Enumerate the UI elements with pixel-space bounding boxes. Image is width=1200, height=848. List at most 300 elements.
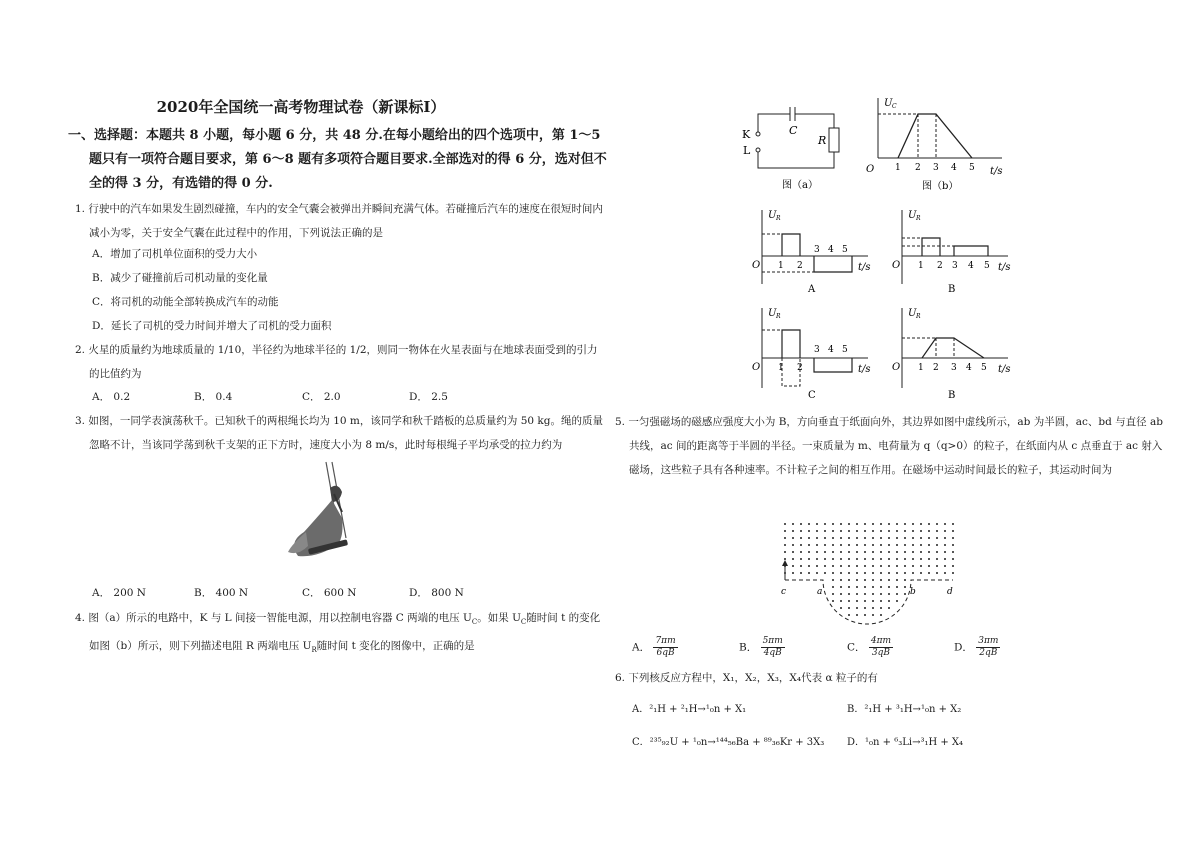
tick-3: 3	[952, 261, 958, 271]
field-dot	[920, 572, 922, 574]
field-dot	[864, 579, 866, 581]
q5-option-d	[954, 636, 1000, 659]
field-dot	[872, 607, 874, 609]
field-dot	[848, 523, 850, 525]
tick-3: 3	[814, 345, 820, 355]
point-c-label: c	[781, 587, 787, 597]
tick-2: 2	[797, 261, 803, 271]
field-dot	[920, 558, 922, 560]
tick-5: 5	[842, 345, 848, 355]
field-dot	[888, 523, 890, 525]
field-dot	[888, 551, 890, 553]
page-title: 2020年全国统一高考物理试卷（新课标Ⅰ）	[156, 98, 446, 116]
field-dot	[856, 551, 858, 553]
question-number: 6.	[615, 672, 626, 684]
field-dot	[912, 530, 914, 532]
field-dot	[888, 558, 890, 560]
field-dot	[872, 614, 874, 616]
field-dot	[800, 523, 802, 525]
field-dot	[824, 523, 826, 525]
question-text: 。如果 U	[477, 612, 521, 624]
field-dot	[944, 537, 946, 539]
field-dot	[952, 523, 954, 525]
numerator: 7πm	[655, 636, 676, 646]
denominator: 4qB	[763, 648, 782, 658]
field-dot	[864, 530, 866, 532]
field-dot	[840, 565, 842, 567]
field-dot	[912, 537, 914, 539]
ur-axis-label: U	[908, 210, 917, 221]
field-dot	[896, 530, 898, 532]
field-dot	[864, 565, 866, 567]
field-dot	[840, 530, 842, 532]
field-dot	[792, 544, 794, 546]
question-number: 3.	[75, 415, 86, 427]
question-text: 图（a）所示的电路中，K 与 L 间接一智能电源，用以控制电容器 C 两端的电压 U	[88, 612, 472, 624]
field-dot	[864, 544, 866, 546]
tick-2: 2	[915, 163, 921, 173]
q5-option-c	[847, 636, 893, 659]
field-dot	[936, 523, 938, 525]
field-dot	[856, 572, 858, 574]
field-dot	[856, 530, 858, 532]
field-dot	[936, 551, 938, 553]
field-dot	[888, 544, 890, 546]
magnetic-field-diagram	[775, 518, 960, 626]
option-letter: D．	[954, 641, 973, 654]
tick-2: 2	[797, 363, 803, 373]
field-dot	[920, 565, 922, 567]
field-dot	[848, 565, 850, 567]
field-dot	[784, 537, 786, 539]
tick-5: 5	[969, 163, 975, 173]
graph-option-b	[888, 204, 1018, 294]
field-dot	[848, 558, 850, 560]
q1-option-a: A．增加了司机单位面积的受力大小	[92, 248, 258, 260]
field-dot	[792, 523, 794, 525]
field-dot	[856, 586, 858, 588]
subscript: R	[311, 646, 317, 655]
field-dot	[944, 572, 946, 574]
field-dot	[848, 530, 850, 532]
field-dot	[864, 537, 866, 539]
field-dot	[880, 565, 882, 567]
field-dot	[912, 551, 914, 553]
field-dot	[856, 558, 858, 560]
field-dot	[888, 537, 890, 539]
field-dot	[888, 565, 890, 567]
tick-3: 3	[951, 363, 957, 373]
field-dot	[784, 551, 786, 553]
question-number: 4.	[75, 612, 86, 624]
tick-3: 3	[933, 163, 939, 173]
field-dot	[952, 544, 954, 546]
tick-1: 1	[778, 261, 784, 271]
field-dot	[880, 523, 882, 525]
field-dot	[808, 544, 810, 546]
option-letter: A．	[632, 641, 651, 654]
tick-1: 1	[918, 261, 924, 271]
field-dot	[912, 558, 914, 560]
field-dot	[808, 530, 810, 532]
field-dot	[896, 558, 898, 560]
tick-3: 3	[814, 245, 820, 255]
field-dot	[904, 572, 906, 574]
q3-option-a: A． 200 N	[92, 587, 146, 599]
question-text: 如图，一同学表演荡秋千。已知秋千的两根绳长均为 10 m，该同学和秋千踏板的总质量约为 50 kg。绳的质量忽略不计，当该同学荡到秋千支架的正下方时，速度大小为 8 m/s，此时每根绳子平均承受的拉力约为	[88, 415, 603, 451]
point-a-label: a	[817, 587, 823, 597]
field-dot	[944, 523, 946, 525]
q1-option-b: B．减少了碰撞前后司机动量的变化量	[92, 272, 268, 284]
field-dot	[872, 586, 874, 588]
time-axis-label: t/s	[990, 166, 1003, 177]
l-terminal-label: L	[743, 144, 751, 157]
question-6	[615, 666, 1170, 690]
field-dot	[856, 544, 858, 546]
field-dot	[896, 551, 898, 553]
field-dot	[832, 572, 834, 574]
field-dot	[816, 523, 818, 525]
denominator: 2qB	[979, 648, 998, 658]
field-dot	[848, 544, 850, 546]
field-dot	[904, 537, 906, 539]
field-dot	[904, 551, 906, 553]
graph-letter-b: B	[948, 284, 956, 294]
field-dot	[952, 572, 954, 574]
origin-label: O	[752, 260, 761, 271]
field-dot	[864, 558, 866, 560]
graph-letter-a: A	[808, 284, 816, 294]
field-dot	[832, 565, 834, 567]
field-dot	[920, 523, 922, 525]
field-dot	[888, 572, 890, 574]
field-dot	[928, 530, 930, 532]
field-dot	[840, 558, 842, 560]
field-dot	[808, 572, 810, 574]
field-dot	[880, 614, 882, 616]
field-dot	[936, 537, 938, 539]
field-dot	[808, 558, 810, 560]
field-dot	[840, 600, 842, 602]
field-dot	[888, 593, 890, 595]
field-dot	[928, 565, 930, 567]
question-text: 火星的质量约为地球质量的 1/10，半径约为地球半径的 1/2，则同一物体在火星表面与在地球表面受到的引力的比值约为	[88, 344, 598, 380]
q1-option-c: C．将司机的动能全部转换成汽车的动能	[92, 296, 279, 308]
field-dot	[800, 530, 802, 532]
field-dot	[856, 614, 858, 616]
field-dot	[880, 558, 882, 560]
field-dot	[848, 537, 850, 539]
field-dot	[896, 544, 898, 546]
ur-axis-label: U	[768, 210, 777, 221]
time-axis-label: t/s	[858, 364, 871, 375]
field-dot	[856, 579, 858, 581]
field-dot	[920, 530, 922, 532]
origin-label: O	[866, 164, 875, 175]
subscript: C	[471, 618, 478, 627]
field-dot	[848, 607, 850, 609]
field-dot	[928, 572, 930, 574]
ur-axis-label: U	[908, 308, 917, 319]
field-dot	[792, 551, 794, 553]
field-dot	[824, 558, 826, 560]
origin-label: O	[892, 260, 901, 271]
field-dot	[816, 565, 818, 567]
time-axis-label: t/s	[998, 364, 1011, 375]
field-dot	[800, 537, 802, 539]
q2-option-c: C． 2.0	[302, 391, 341, 403]
question-text: 行驶中的汽车如果发生剧烈碰撞，车内的安全气囊会被弹出并瞬间充满气体。若碰撞后汽车的速度在很短时间内减小为零，关于安全气囊在此过程中的作用，下列说法正确的是	[88, 203, 603, 239]
field-dot	[800, 572, 802, 574]
field-dot	[928, 544, 930, 546]
field-dot	[928, 523, 930, 525]
field-dot	[840, 607, 842, 609]
tick-1: 1	[918, 363, 924, 373]
q6-option-b: B．²₁H + ³₁H→¹₀n + X₂	[847, 704, 962, 715]
field-dot	[824, 565, 826, 567]
field-dot	[936, 572, 938, 574]
field-dot	[944, 530, 946, 532]
field-dot	[816, 530, 818, 532]
field-dot	[872, 523, 874, 525]
fraction	[653, 636, 677, 659]
q3-option-b: B． 400 N	[194, 587, 249, 599]
question-text: 随时间 t 变化的图像中，正确的是	[316, 640, 475, 653]
q6-option-d: D．¹₀n + ⁶₃Li→³₁H + X₄	[847, 737, 964, 748]
field-dot	[896, 537, 898, 539]
field-dot	[880, 551, 882, 553]
field-dot	[936, 544, 938, 546]
field-dot	[808, 537, 810, 539]
field-dot	[880, 593, 882, 595]
field-dot	[896, 572, 898, 574]
tick-5: 5	[842, 245, 848, 255]
field-dot	[816, 544, 818, 546]
field-dot	[888, 607, 890, 609]
ur-axis-sub: R	[916, 313, 921, 320]
field-dot	[952, 558, 954, 560]
field-dot	[840, 551, 842, 553]
field-dot	[864, 593, 866, 595]
q3-option-d: D． 800 N	[409, 587, 464, 599]
field-dot	[872, 565, 874, 567]
field-dot	[872, 558, 874, 560]
option-letter: B．	[739, 641, 758, 654]
k-terminal-label: K	[742, 128, 751, 141]
field-dot	[824, 551, 826, 553]
field-dot	[904, 530, 906, 532]
numerator: 4πm	[870, 636, 892, 646]
field-dot	[840, 579, 842, 581]
field-dot	[864, 614, 866, 616]
field-dot	[784, 544, 786, 546]
field-dot	[896, 593, 898, 595]
field-dot	[944, 558, 946, 560]
question-4	[75, 606, 608, 662]
field-dot	[792, 565, 794, 567]
field-dot	[872, 600, 874, 602]
field-dot	[816, 558, 818, 560]
field-dot	[872, 537, 874, 539]
field-dot	[872, 593, 874, 595]
field-dot	[792, 530, 794, 532]
fraction	[869, 636, 893, 659]
field-dot	[856, 607, 858, 609]
question-text: 随时间 t 的变化如图（b）所示，则下列描述电阻 R 两端电压 U	[89, 612, 601, 653]
circuit-diagram	[738, 98, 850, 193]
field-dot	[880, 586, 882, 588]
uc-axis-sub: C	[892, 103, 897, 110]
question-number: 1.	[75, 203, 86, 215]
field-dot	[824, 530, 826, 532]
field-dot	[896, 586, 898, 588]
subscript: C	[520, 618, 527, 627]
tick-4: 4	[968, 261, 974, 271]
field-dot	[840, 544, 842, 546]
numerator: 3πm	[978, 636, 999, 646]
tick-1: 1	[778, 363, 784, 373]
field-dot	[952, 551, 954, 553]
question-2	[75, 338, 608, 386]
tick-4: 4	[828, 245, 834, 255]
field-dot	[832, 551, 834, 553]
field-dot	[792, 558, 794, 560]
field-dot	[848, 572, 850, 574]
q6-option-c: C．²³⁵₉₂U + ¹₀n→¹⁴⁴₅₆Ba + ⁸⁹₃₆Kr + 3X₃	[632, 737, 825, 748]
field-dot	[920, 551, 922, 553]
field-dot	[880, 607, 882, 609]
denominator: 3qB	[871, 648, 891, 658]
field-dot	[904, 593, 906, 595]
field-dot	[856, 593, 858, 595]
field-dot	[944, 544, 946, 546]
field-dot	[800, 551, 802, 553]
field-dot	[904, 586, 906, 588]
field-dot	[816, 572, 818, 574]
question-number: 2.	[75, 344, 86, 356]
field-dot	[848, 586, 850, 588]
field-dot	[872, 572, 874, 574]
field-dot	[880, 530, 882, 532]
field-dot	[800, 558, 802, 560]
field-dot	[784, 523, 786, 525]
field-dot	[800, 565, 802, 567]
field-dot	[880, 572, 882, 574]
field-dot	[928, 551, 930, 553]
field-dot	[952, 537, 954, 539]
tick-2: 2	[933, 363, 939, 373]
origin-label: O	[752, 362, 761, 373]
field-dot	[840, 586, 842, 588]
field-dot	[928, 558, 930, 560]
field-dot	[912, 544, 914, 546]
field-dot	[872, 551, 874, 553]
field-dot	[912, 572, 914, 574]
field-dot	[880, 537, 882, 539]
tick-4: 4	[828, 345, 834, 355]
field-dot	[896, 565, 898, 567]
field-dot	[952, 530, 954, 532]
field-dot	[832, 523, 834, 525]
field-dot	[792, 572, 794, 574]
time-axis-label: t/s	[998, 262, 1011, 273]
field-dot	[856, 523, 858, 525]
field-dot	[952, 565, 954, 567]
field-dot	[896, 579, 898, 581]
tick-4: 4	[951, 163, 957, 173]
uc-axis-label: U	[884, 98, 893, 109]
field-dot	[936, 565, 938, 567]
ur-axis-sub: R	[916, 215, 921, 222]
q3-option-c: C． 600 N	[302, 587, 357, 599]
field-dot	[824, 572, 826, 574]
field-dot	[848, 600, 850, 602]
field-dot	[816, 551, 818, 553]
q2-option-a: A． 0.2	[92, 391, 131, 403]
denominator: 6qB	[656, 648, 675, 658]
field-dot	[864, 600, 866, 602]
field-dot	[856, 537, 858, 539]
q2-option-d: D． 2.5	[409, 391, 448, 403]
field-dot	[880, 600, 882, 602]
field-dot	[864, 551, 866, 553]
field-dot	[896, 523, 898, 525]
q5-option-a	[632, 636, 678, 659]
field-dot	[904, 544, 906, 546]
fraction	[976, 636, 1000, 659]
field-dot	[936, 530, 938, 532]
field-dot	[848, 593, 850, 595]
question-text: 一匀强磁场的磁感应强度大小为 B，方向垂直于纸面向外，其边界如图中虚线所示，ab 为半圆，ac、bd 与直径 ab 共线，ac 间的距离等于半圆的半径。一束质量为 m、电荷量为 q（q>0）的粒子，在纸面内从 c 点垂直于 ac 射入磁场，这些粒子具有各种速率。不计粒子之间的相互作用。在磁场中运动时间最长的粒子，其运动时间为	[628, 416, 1163, 476]
field-dot	[840, 523, 842, 525]
question-3	[75, 409, 608, 457]
field-dot	[808, 551, 810, 553]
field-dot	[872, 579, 874, 581]
fraction	[761, 636, 785, 659]
field-dot	[832, 579, 834, 581]
origin-label: O	[892, 362, 901, 373]
question-number: 5.	[615, 416, 626, 428]
field-dot	[888, 579, 890, 581]
graph-option-c	[748, 302, 878, 402]
field-dot	[936, 558, 938, 560]
graph-option-d	[888, 302, 1018, 402]
option-letter: C．	[847, 641, 866, 654]
question-text: 下列核反应方程中，X₁，X₂，X₃，X₄代表 α 粒子的有	[628, 672, 878, 684]
graph-letter-b2: B	[948, 390, 956, 401]
tick-1: 1	[895, 163, 901, 173]
q5-option-b	[739, 636, 785, 659]
q6-option-a: A．²₁H + ²₁H→¹₀n + X₁	[632, 704, 747, 715]
field-dot	[848, 614, 850, 616]
question-1	[75, 197, 608, 245]
q2-option-b: B． 0.4	[194, 391, 233, 403]
tick-4: 4	[966, 363, 972, 373]
field-dot	[840, 593, 842, 595]
field-dot	[832, 530, 834, 532]
graph-option-a	[748, 204, 878, 294]
field-dot	[872, 530, 874, 532]
field-dot	[824, 537, 826, 539]
point-b-label: b	[910, 587, 916, 597]
graph-letter-c: C	[808, 390, 816, 401]
numerator: 5πm	[762, 636, 783, 646]
field-dot	[920, 537, 922, 539]
field-dot	[832, 593, 834, 595]
field-dot	[912, 565, 914, 567]
capacitor-label: C	[789, 124, 798, 137]
field-dot	[832, 558, 834, 560]
